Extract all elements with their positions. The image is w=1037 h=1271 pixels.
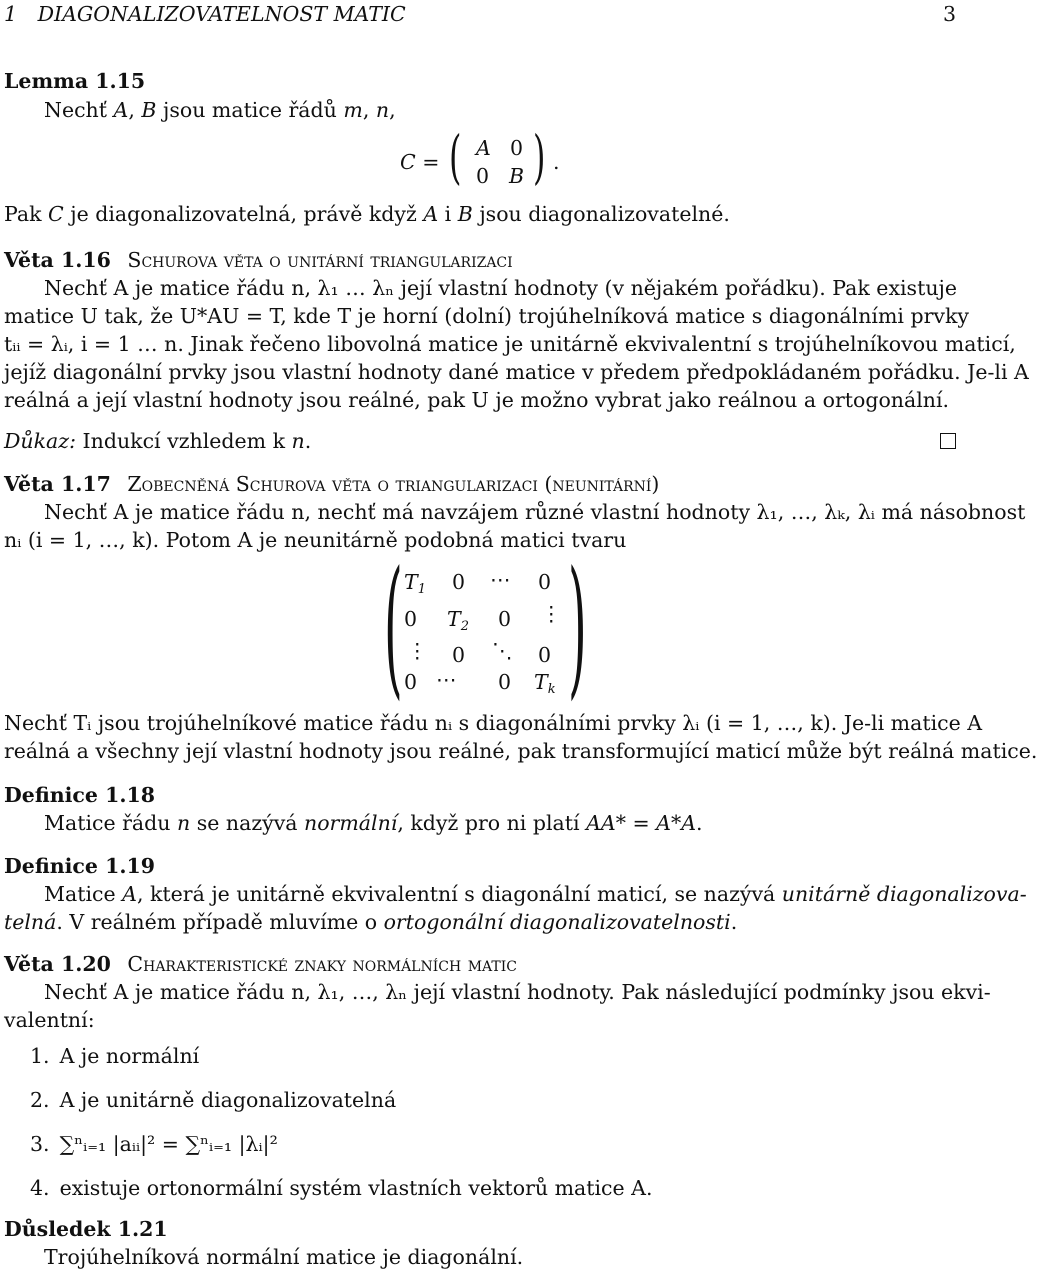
matrix-cell: 0 bbox=[498, 670, 512, 694]
right-paren: ) bbox=[533, 123, 546, 191]
matrix-lhs: C = bbox=[400, 150, 440, 174]
matrix-cell: $T_1$ bbox=[404, 570, 426, 597]
left-paren: ( bbox=[449, 123, 462, 191]
matrix-cell: ⋱ bbox=[492, 639, 513, 663]
theorem-1-17-after: Nechť Tᵢ jsou trojúhelníkové matice řádu nᵢ s diagonálními prvky λᵢ (i = 1, …, k). Je-li matice A bbox=[4, 711, 983, 735]
lemma-conclusion: Pak C je diagonalizovatelná, právě když A i B jsou diagonalizovatelné. bbox=[4, 202, 730, 226]
definition-1-18-text: Matice řádu n se nazývá normální, když pro ni platí AA* = A*A. bbox=[44, 811, 703, 835]
cell-0b: 0 bbox=[476, 164, 490, 188]
theorem-1-16-line: reálná a její vlastní hodnoty jsou reálné, pak U je možno vybrat jako reálnou a ortogonální. bbox=[4, 388, 950, 412]
cell-0a: 0 bbox=[510, 136, 524, 160]
list-item: 4. existuje ortonormální systém vlastních vektorů matice A. bbox=[30, 1176, 653, 1200]
matrix-cell: ⋯ bbox=[490, 568, 511, 592]
theorem-1-20-line: valentní: bbox=[4, 1008, 95, 1032]
matrix-cell: 0 bbox=[452, 570, 466, 594]
corollary-text: Trojúhelníková normální matice je diagonální. bbox=[44, 1245, 524, 1269]
lemma-statement: Nechť A, B jsou matice řádů m, n, bbox=[44, 98, 396, 122]
section-title: DIAGONALIZOVATELNOST MATIC bbox=[37, 2, 406, 26]
matrix-cell: $T_k$ bbox=[534, 670, 556, 697]
theorem-1-16-heading: Věta 1.16 Schurova věta o unitární triangularizaci bbox=[4, 248, 513, 272]
theorem-1-17-line: Nechť A je matice řádu n, nechť má navzájem různé vlastní hodnoty λ₁, …, λₖ, λᵢ má násobnost bbox=[44, 500, 1026, 524]
page-number: 3 bbox=[942, 2, 956, 26]
running-header bbox=[4, 0, 958, 28]
matrix-cell: ⋮ bbox=[407, 639, 428, 663]
matrix-cell: $T_2$ bbox=[447, 607, 469, 634]
list-item: 1. A je normální bbox=[30, 1044, 200, 1068]
proof: Důkaz: Indukcí vzhledem k n. bbox=[4, 429, 312, 453]
theorem-1-20-line: Nechť A je matice řádu n, λ₁, …, λₙ její vlastní hodnoty. Pak následující podmínky jsou ekvi- bbox=[44, 980, 991, 1004]
matrix-cell: 0 bbox=[538, 643, 552, 667]
theorem-1-17-after: reálná a všechny její vlastní hodnoty jsou reálné, pak transformující maticí může být reálná matice. bbox=[4, 739, 1037, 763]
cell-b: B bbox=[509, 164, 525, 188]
matrix-cell: 0 bbox=[452, 643, 466, 667]
matrix-cell: ⋯ bbox=[436, 668, 457, 692]
definition-1-18-heading: Definice 1.18 bbox=[4, 783, 156, 807]
definition-1-19-heading: Definice 1.19 bbox=[4, 854, 156, 878]
lemma-heading: Lemma 1.15 bbox=[4, 69, 146, 93]
theorem-1-17-line: nᵢ (i = 1, …, k). Potom A je neunitárně podobná matici tvaru bbox=[4, 528, 627, 552]
matrix-cell: 0 bbox=[404, 670, 418, 694]
corollary-heading: Důsledek 1.21 bbox=[4, 1217, 168, 1241]
list-item: 2. A je unitárně diagonalizovatelná bbox=[30, 1088, 397, 1112]
cell-a: A bbox=[476, 136, 491, 160]
definition-1-19-text: Matice A, která je unitárně ekvivalentní s diagonální maticí, se nazývá unitárně diagonalizova- bbox=[44, 882, 1027, 906]
theorem-1-16-line: matice U tak, že U*AU = T, kde T je horní (dolní) trojúhelníková matice s diagonálními prvky bbox=[4, 304, 969, 328]
theorem-1-16-line: Nechť A je matice řádu n, λ₁ … λₙ její vlastní hodnoty (v nějakém pořádku). Pak existuje bbox=[44, 276, 958, 300]
matrix-cell: 0 bbox=[538, 570, 552, 594]
qed-box-icon bbox=[940, 433, 956, 449]
definition-1-19-text: telná. V reálném případě mluvíme o ortogonální diagonalizovatelnosti. bbox=[4, 910, 738, 934]
matrix-cell: 0 bbox=[404, 607, 418, 631]
section-number: 1 bbox=[4, 2, 18, 26]
matrix-left-paren: ( bbox=[384, 540, 403, 714]
list-item: 3. ∑ⁿᵢ₌₁ |aᵢᵢ|² = ∑ⁿᵢ₌₁ |λᵢ|² bbox=[30, 1132, 278, 1156]
theorem-1-17-heading: Věta 1.17 Zobecněná Schurova věta o triangularizaci (neunitární) bbox=[4, 472, 660, 496]
matrix-right-paren: ) bbox=[568, 540, 587, 714]
theorem-1-16-line: tᵢᵢ = λᵢ, i = 1 … n. Jinak řečeno libovolná matice je unitárně ekvivalentní s trojúhelníkovou maticí, bbox=[4, 332, 1016, 356]
matrix-cell: ⋮ bbox=[541, 602, 562, 626]
matrix-cell: 0 bbox=[498, 607, 512, 631]
theorem-1-16-line: jejíž diagonální prvky jsou vlastní hodnoty dané matice v předem předpokládaném pořádku. Je-li A bbox=[4, 360, 1029, 384]
theorem-1-20-heading: Věta 1.20 Charakteristické znaky normálních matic bbox=[4, 952, 517, 976]
